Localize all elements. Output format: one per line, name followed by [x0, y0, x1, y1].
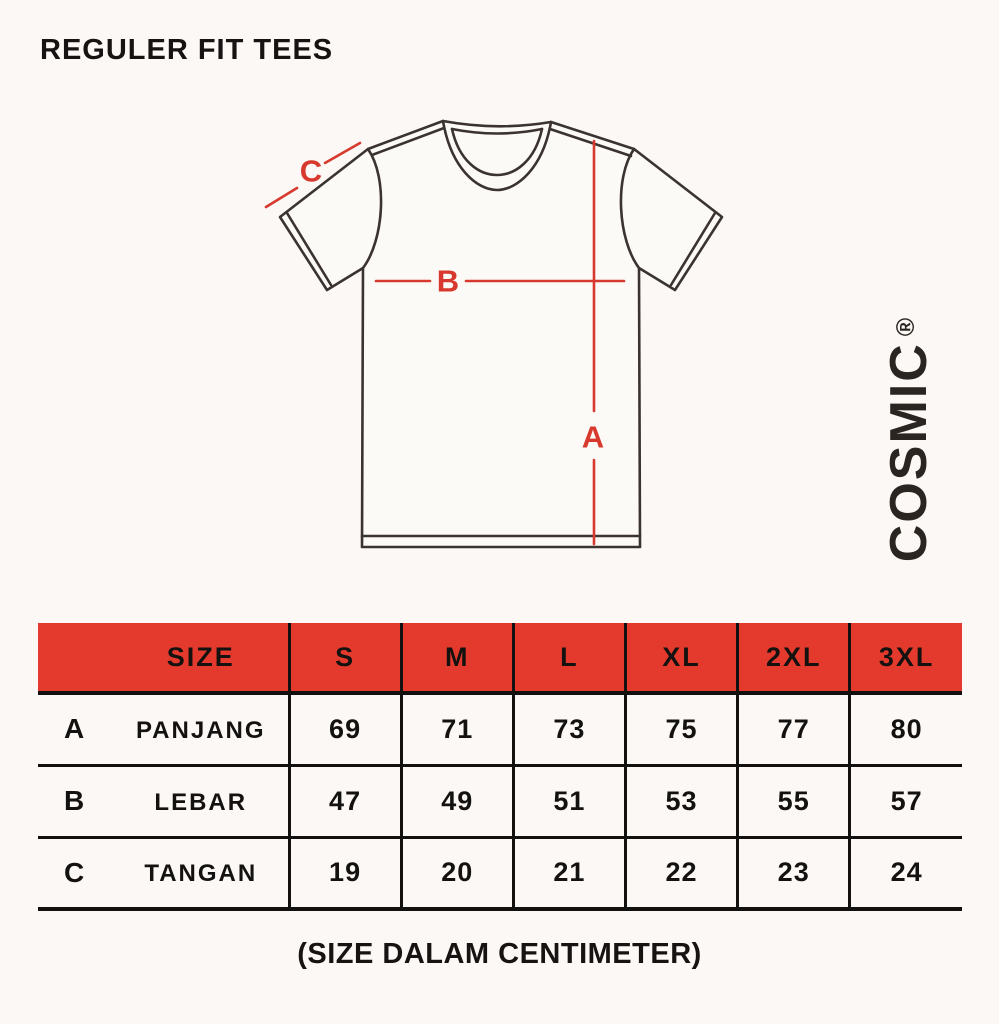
units-note: (SIZE DALAM CENTIMETER) — [297, 938, 702, 970]
header-cell-m: M — [401, 623, 513, 693]
value-cell: 69 — [289, 693, 401, 765]
value-cell: 23 — [738, 837, 850, 909]
value-cell: 22 — [625, 837, 737, 909]
measure-label-b: B — [436, 263, 460, 299]
measurement-cell — [38, 837, 289, 909]
header-cell-xl: XL — [625, 623, 737, 693]
value-cell: 19 — [289, 837, 401, 909]
value-cell: 21 — [513, 837, 625, 909]
measurement-name: TANGAN — [144, 860, 258, 888]
size-table — [38, 623, 962, 911]
page-title: REGULER FIT TEES — [40, 34, 334, 66]
value-cell: 71 — [401, 693, 513, 765]
measurement-name: LEBAR — [154, 788, 248, 816]
registered-mark-icon: ® — [892, 317, 921, 337]
table-row-lebar — [38, 765, 962, 837]
value-cell: 53 — [625, 765, 737, 837]
header-cell-3xl: 3XL — [850, 623, 962, 693]
header-cell-2xl: 2XL — [738, 623, 850, 693]
measurement-name: PANJANG — [135, 716, 266, 744]
brand-logo — [842, 298, 976, 582]
header-cell-s: S — [289, 623, 401, 693]
value-cell: 24 — [850, 837, 962, 909]
measure-label-c: C — [299, 153, 323, 189]
measure-label-a: A — [581, 419, 605, 455]
brand-text — [879, 318, 939, 562]
tshirt-outline — [280, 121, 722, 547]
value-cell: 51 — [513, 765, 625, 837]
row-letter: B — [64, 785, 85, 816]
header-cell-size: SIZE — [38, 623, 289, 693]
measure-line-c-lower — [266, 188, 297, 207]
table-row-tangan — [38, 837, 962, 909]
table-row-panjang — [38, 693, 962, 765]
value-cell: 55 — [738, 765, 850, 837]
table-header-row — [38, 623, 962, 693]
value-cell: 20 — [401, 837, 513, 909]
value-cell: 80 — [850, 693, 962, 765]
row-letter: A — [64, 713, 85, 745]
header-cell-l: L — [513, 623, 625, 693]
brand-name: COSMIC — [880, 342, 939, 563]
value-cell: 57 — [850, 765, 962, 837]
row-letter: C — [64, 856, 85, 888]
value-cell: 73 — [513, 693, 625, 765]
value-cell: 75 — [625, 693, 737, 765]
measurement-cell — [38, 765, 289, 837]
value-cell: 77 — [738, 693, 850, 765]
value-cell: 47 — [289, 765, 401, 837]
value-cell: 49 — [401, 765, 513, 837]
measurement-cell — [38, 693, 289, 765]
